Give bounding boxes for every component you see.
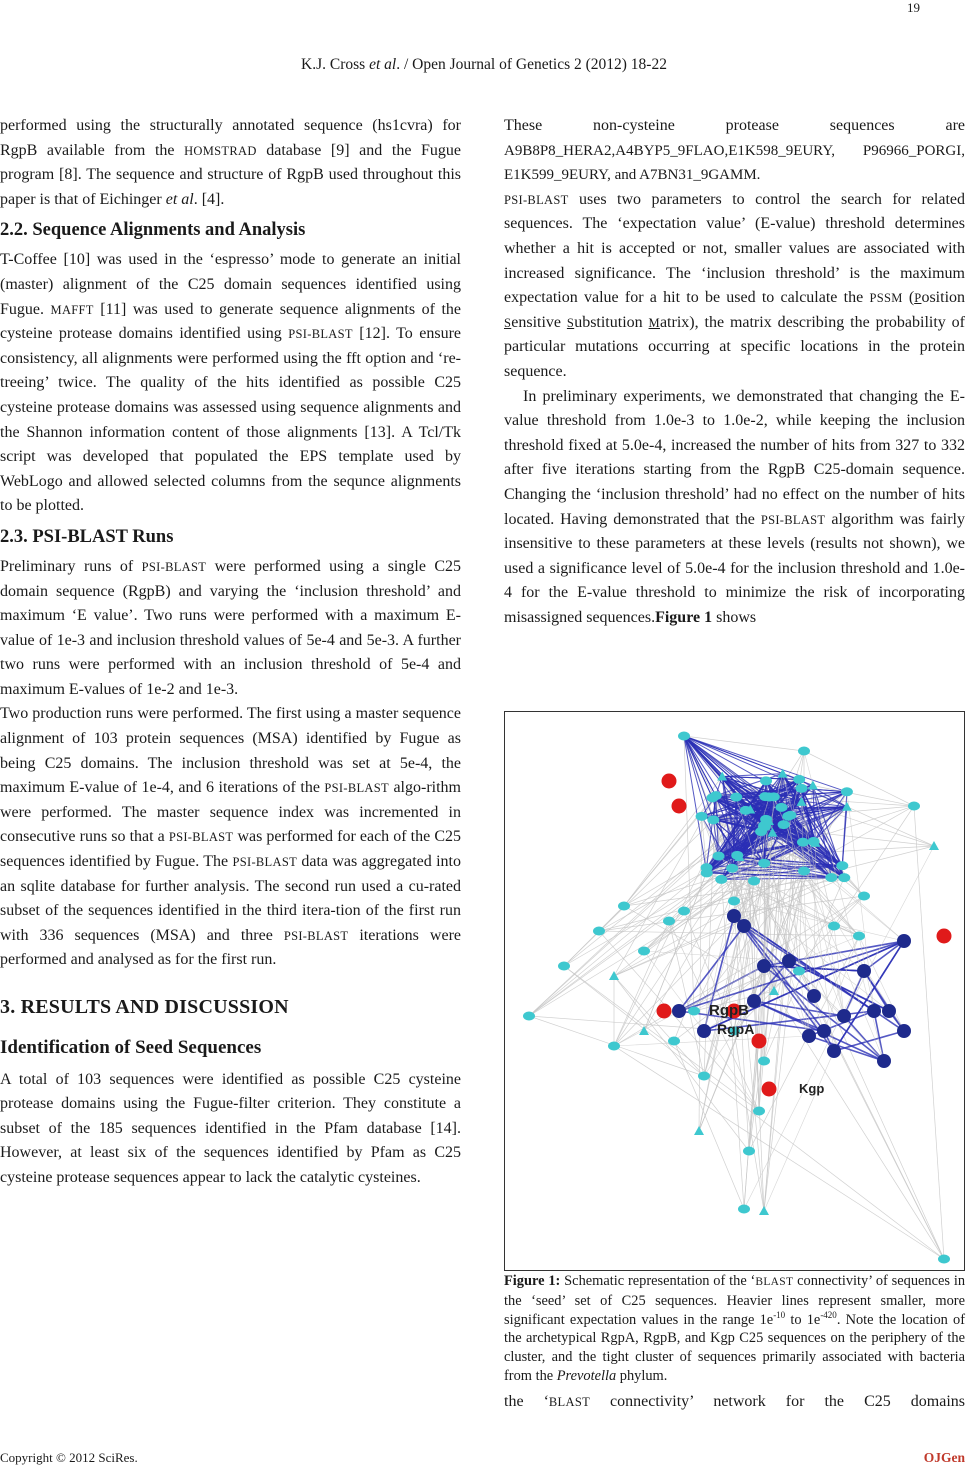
paragraph: PSI-BLAST uses two parameters to control the search for related sequences. The ‘expectation value’ (E-value) threshold determines whether a hit is accepted or not, smaller values are associated with increased significance. The ‘inclusion threshold’ is the maximum expectation value for a hit to be used to calculate the PSSM (Position Sensitive Substitution Matrix), the matrix describing the probability of particular mutations occurring at specific locations in the protein sequence. [504, 190, 966, 380]
footer-copyright: Copyright © 2012 SciRes. [0, 1450, 138, 1465]
network-node [827, 1044, 841, 1058]
label-kgp: Kgp [799, 1081, 825, 1096]
network-node [784, 811, 796, 820]
network-node [882, 1004, 896, 1018]
network-node [877, 1054, 891, 1068]
network-node [731, 851, 743, 860]
paragraph: Two production runs were performed. The first using a master sequence alignment of 103 protein sequences (MSA) identified by Fugue as being C25 domains. The inclusion threshold was set at 5e-4, the maximum E-value of 1e-4, and 6 iterations of the PSI-BLAST algo-rithm were performed. The master sequence index was incremented in consecutive runs so that a PSI-BLAST was performed for each of the C25 sequences identified by Fugue. The PSI-BLAST data was aggregated into an sqlite database for further analysis. The second run used a cu-rated subset of the sequences identified in the third itera-tion of the first run with 336 sequences (MSA) and three PSI-BLAST iterations were performed and analysed as for the first run. [0, 705, 461, 969]
network-node [798, 747, 810, 756]
paragraph: In preliminary experiments, we demonstrated that changing the E-value threshold from 1.0e-3 to 1.0e-2, while keeping the inclusion threshold fixed at 5.0e-4, increased the number of hits from 327 to 332 after five iterations starting from the RgpB C25-domain sequence. Changing the ‘inclusion threshold’ had no effect on the number of hits located. Having demonstrated that the PSI-BLAST algorithm was fairly insensitive to these parameters at these levels (results not shown), we used a significance level of 5.0e-4 for the inclusion threshold and 1.0e-4 for the E-value threshold to minimize the risk of incorporating misassigned sequences.Figure 1 shows [504, 387, 965, 626]
network-node [728, 897, 740, 906]
paragraph: T-Coffee [10] was used in the ‘espresso’ mode to generate an initial (master) alignment of the C25 domain sequences identified using Fugue. MAFFT [11] was used to generate sequence alignments of the cysteine protease domains identified using PSI-BLAST [12]. To ensure consistency, all alignments were performed using the fft option and ‘re-treeing’ twice. The quality of the hits identified as possible C25 cysteine protease domains was assessed using sequence alignments and the Shannon information content of those alignments [13]. A Tcl/Tk script was developed that populated the EPS template used by WebLogo and allowed selected columns from the sequnce alignments to be plotted. [0, 251, 462, 515]
page-number: 19 [907, 0, 920, 15]
network-node [710, 791, 722, 800]
section-heading: 2.3. PSI-BLAST Runs [0, 526, 174, 547]
network-node [797, 838, 809, 847]
network-node [713, 852, 725, 861]
network-node [776, 803, 788, 812]
network-node [853, 932, 865, 941]
network-node [808, 837, 820, 846]
network-node [867, 1004, 881, 1018]
network-node [701, 868, 713, 877]
network-node [838, 873, 850, 882]
network-node [753, 1107, 765, 1116]
network-node [796, 784, 808, 793]
network-node [678, 732, 690, 741]
network-node [608, 1042, 620, 1051]
network-node [897, 934, 911, 948]
network-node [743, 1147, 755, 1156]
right-column [504, 114, 965, 630]
running-head: K.J. Cross et al. / Open Journal of Genetics 2 (2012) 18-22 [301, 56, 667, 73]
network-node [730, 793, 742, 802]
network-node [807, 989, 821, 1003]
network-node [740, 806, 752, 815]
network-node [758, 1057, 770, 1066]
network-node [857, 964, 871, 978]
network-node [618, 902, 630, 911]
network-node [707, 815, 719, 824]
network-node [668, 1037, 680, 1046]
left-column [0, 114, 461, 1191]
network-node [793, 967, 805, 976]
network-node [828, 922, 840, 931]
label-rgpb: RgpB [709, 1002, 749, 1019]
network-node [938, 1255, 950, 1264]
network-node [663, 917, 675, 926]
footer-journal: OJGen [923, 1450, 965, 1465]
network-node [937, 929, 952, 944]
network-node [737, 919, 751, 933]
network-node [688, 1007, 700, 1016]
network-graph [504, 711, 965, 1271]
paragraph: These non-cysteine protease sequences are A9B8P8_HERA2,A4BYP5_9FLAO,E1K598_9EURY, P96966_PORGI, E1K599_9EURY, and A7BN31_9GAMM. [504, 117, 965, 184]
network-node [678, 907, 690, 916]
network-node [698, 1072, 710, 1081]
label-rgpa: RgpA [717, 1021, 755, 1037]
network-node [672, 799, 687, 814]
network-node [672, 1004, 686, 1018]
network-node [748, 877, 760, 886]
network-node [726, 864, 738, 873]
network-node [762, 1082, 777, 1097]
network-node [715, 875, 727, 884]
network-node [523, 1012, 535, 1021]
network-node [802, 1029, 816, 1043]
network-node [837, 1009, 851, 1023]
network-node [757, 959, 771, 973]
network-node [558, 962, 570, 971]
section-heading: 2.2. Sequence Alignments and Analysis [0, 220, 306, 241]
section-heading: 3. RESULTS AND DISCUSSION [0, 996, 289, 1018]
network-node [593, 927, 605, 936]
network-node [657, 1004, 672, 1019]
network-node [798, 867, 810, 876]
network-node [763, 792, 775, 801]
network-node [858, 892, 870, 901]
network-node [817, 1024, 831, 1038]
subsection-heading: Identification of Seed Sequences [0, 1036, 262, 1058]
network-node [727, 909, 741, 923]
network-node [747, 994, 761, 1008]
network-node [738, 1205, 750, 1214]
network-node [696, 812, 708, 821]
network-node [782, 954, 796, 968]
network-figure [504, 711, 965, 1271]
network-node [897, 1024, 911, 1038]
network-node [760, 776, 772, 785]
network-node [908, 802, 920, 811]
paragraph: Preliminary runs of PSI-BLAST were performed using a single C25 domain sequence (RgpB) and varying the ‘inclusion threshold’ and maximum ‘E value’. Two runs were performed with a maximum E-value of 1e-3 and inclusion threshold values of 5e-4 and 5e-3. A further two runs were performed with an inclusion threshold of 5e-4 and maximum E-values of 1e-2 and 1e-3. [0, 557, 461, 698]
figure-caption: Figure 1: Schematic representation of the ‘BLAST connectivity’ of sequences in the ‘seed’ set of C25 sequences. Heavier lines represent smaller, more significant expectation values in the range $1e^{-10}$ to $1e^{-420}$. Note the location of the archetypical RgpA, RgpB, and Kgp C25 sequences on the periphery of the cluster, and the tight cluster of sequences primarily associated with bacteria from the Prevotella phylum. [504, 1273, 966, 1384]
paragraph: the ‘BLAST connectivity’ network for the C25 domains [504, 1393, 966, 1410]
network-node [758, 859, 770, 868]
network-node [825, 873, 837, 882]
paragraph: performed using the structurally annotated sequence (hs1cvra) for RgpB available from the HOMSTRAD database [9] and the Fugue program [8]. The sequence and structure of RgpB used throughout this paper is that of Eichinger et al. [4]. [0, 117, 462, 208]
network-node [662, 774, 677, 789]
network-node [638, 947, 650, 956]
network-node [841, 787, 853, 796]
network-node [836, 861, 848, 870]
network-node [778, 820, 790, 829]
network-node [697, 1024, 711, 1038]
paragraph: A total of 103 sequences were identified as possible C25 cysteine protease domains using the Fugue-filter criterion. They constitute a subset of the 185 sequences identified in the Pfam database [14]. However, at least six of the sequences identified by Pfam as C25 cysteine protease sequences appear to lack the catalytic cysteines. [0, 1070, 461, 1186]
network-node [793, 775, 805, 784]
